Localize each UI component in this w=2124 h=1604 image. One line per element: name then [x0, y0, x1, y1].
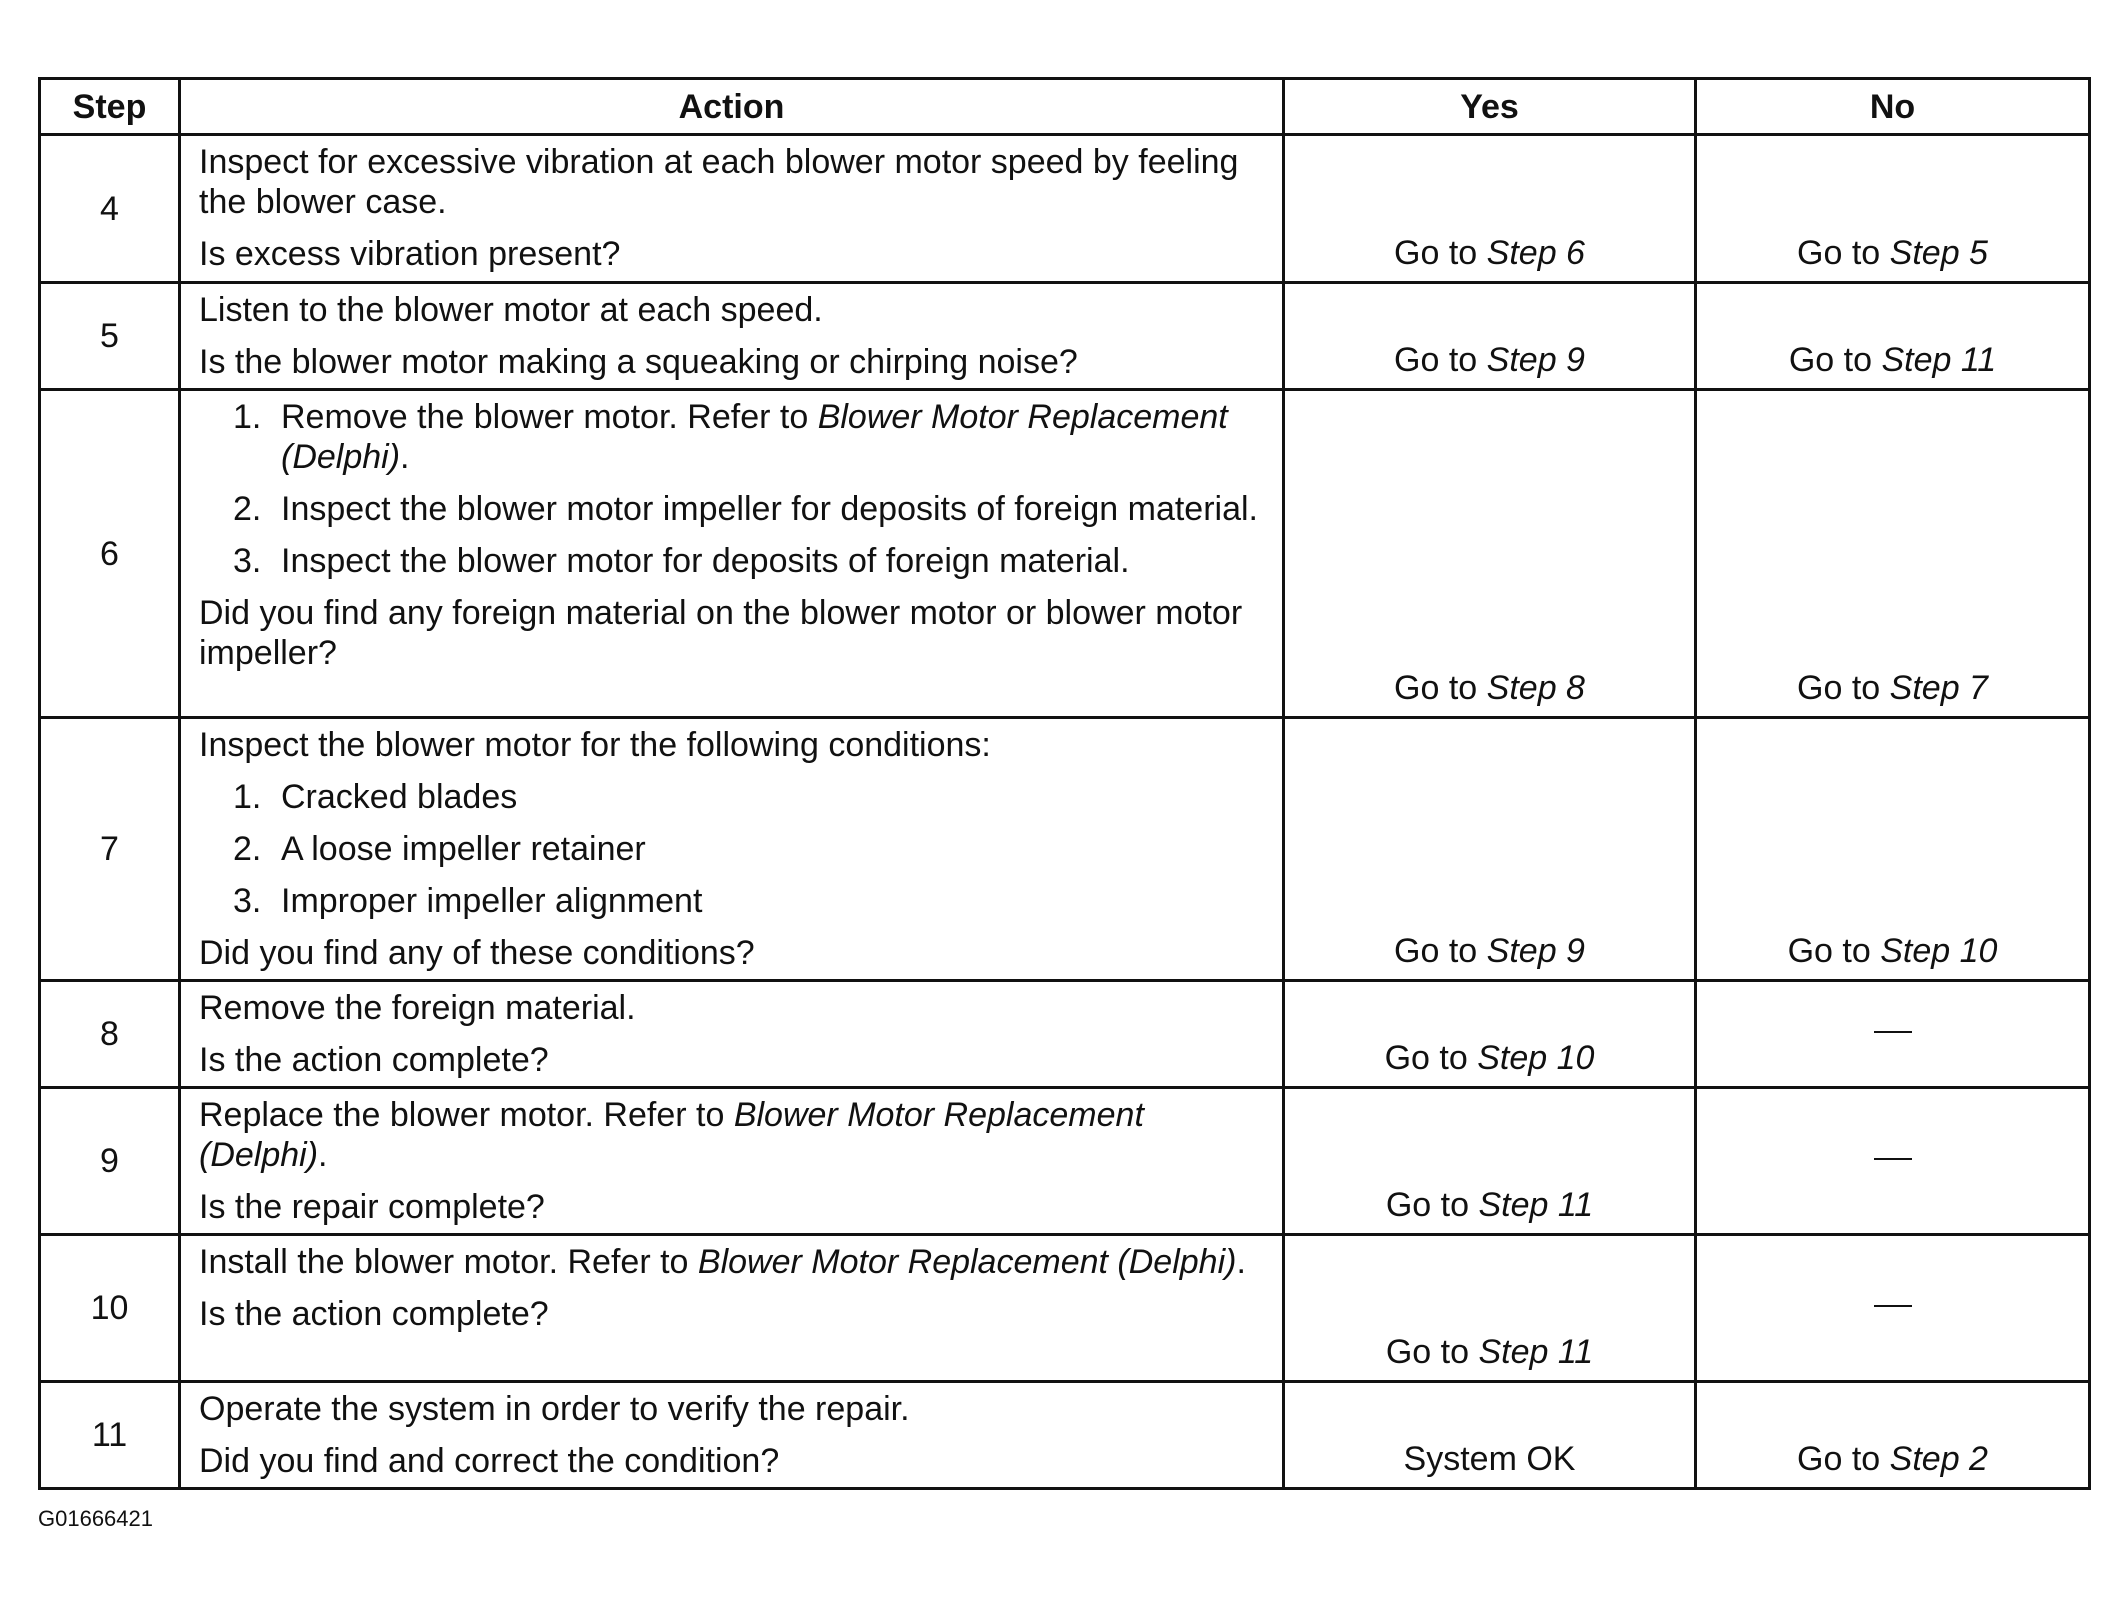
action-text: Inspect the blower motor for deposits of foreign material.: [281, 542, 1130, 580]
result-text: System OK: [1403, 1440, 1576, 1478]
no-cell: [1696, 390, 2090, 718]
no-cell: [1696, 135, 2090, 283]
list-item-content: [281, 397, 1268, 477]
table-row: [40, 135, 2090, 283]
no-cell: [1696, 1235, 2090, 1382]
goto-prefix: Go to: [1385, 1186, 1470, 1224]
spacer: [199, 1175, 1268, 1187]
step-number: 5: [40, 283, 180, 390]
list-item-content: [281, 829, 1268, 869]
header-no: No: [1696, 79, 2090, 135]
action-text: Listen to the blower motor at each speed.: [199, 291, 823, 329]
punctuation: .: [1236, 1243, 1246, 1281]
goto-prefix: Go to: [1384, 1039, 1468, 1077]
action-cell: [180, 718, 1284, 981]
table-row: [40, 718, 2090, 981]
action-paragraph: [199, 1040, 1268, 1080]
action-text: Inspect the blower motor for the following conditions:: [199, 726, 991, 764]
action-paragraph: [199, 1187, 1268, 1227]
action-paragraph: [199, 593, 1268, 673]
header-action: Action: [180, 79, 1284, 135]
spacer: [199, 1282, 1268, 1294]
action-cell: [180, 390, 1284, 718]
action-paragraph: [199, 1294, 1268, 1334]
goto-prefix: Go to: [1394, 341, 1478, 379]
action-paragraph: [199, 1242, 1268, 1282]
spacer: [199, 1429, 1268, 1441]
goto-step-link[interactable]: Step 11: [1478, 1186, 1594, 1224]
step-number: 9: [40, 1088, 180, 1235]
spacer: [199, 869, 1268, 881]
em-dash: [1874, 1305, 1912, 1307]
em-dash: [1874, 1031, 1912, 1033]
yes-cell: [1284, 1235, 1696, 1382]
list-number: 3.: [233, 882, 262, 920]
goto-step-link[interactable]: Step 9: [1486, 932, 1585, 970]
table-header-row: [40, 79, 2090, 135]
goto-step-link[interactable]: Step 2: [1889, 1440, 1988, 1478]
table-row: [40, 390, 2090, 718]
yes-cell: [1284, 390, 1696, 718]
reference-link[interactable]: Blower Motor Replacement (Delphi): [281, 398, 1228, 476]
action-paragraph: [199, 290, 1268, 330]
goto-prefix: Go to: [1797, 234, 1881, 272]
spacer: [199, 1028, 1268, 1040]
action-text: Improper impeller alignment: [281, 882, 703, 920]
action-cell: [180, 1235, 1284, 1382]
table-body: [40, 135, 2090, 1489]
action-paragraph: [199, 234, 1268, 274]
list-number: 2.: [233, 490, 262, 528]
punctuation: .: [400, 438, 410, 476]
yes-cell: [1284, 718, 1696, 981]
action-paragraph: [199, 725, 1268, 765]
no-cell: [1696, 718, 2090, 981]
step-number: 4: [40, 135, 180, 283]
list-number: 1.: [233, 778, 262, 816]
step-number: 10: [40, 1235, 180, 1382]
action-text: Remove the blower motor. Refer to: [281, 398, 809, 436]
action-text: Is the repair complete?: [199, 1188, 545, 1226]
action-paragraph: [199, 1389, 1268, 1429]
spacer: [199, 765, 1268, 777]
action-cell: [180, 1382, 1284, 1489]
action-text: Is the action complete?: [199, 1295, 549, 1333]
action-paragraph: [199, 933, 1268, 973]
action-list-item: [233, 829, 1268, 869]
spacer: [199, 581, 1268, 593]
header-step: Step: [40, 79, 180, 135]
table-row: [40, 283, 2090, 390]
table-row: [40, 1382, 2090, 1489]
reference-link[interactable]: Blower Motor Replacement (Delphi): [697, 1243, 1237, 1281]
action-cell: [180, 135, 1284, 283]
action-cell: [180, 283, 1284, 390]
spacer: [199, 529, 1268, 541]
spacer: [199, 222, 1268, 234]
goto-step-link[interactable]: Step 6: [1486, 234, 1585, 272]
goto-prefix: Go to: [1394, 932, 1478, 970]
goto-step-link[interactable]: Step 9: [1486, 341, 1585, 379]
step-number: 7: [40, 718, 180, 981]
goto-step-link[interactable]: Step 11: [1881, 341, 1997, 379]
spacer: [199, 330, 1268, 342]
action-text: Did you find and correct the condition?: [199, 1442, 780, 1480]
punctuation: .: [318, 1136, 328, 1174]
action-list-item: [233, 397, 1268, 477]
action-text: Is the blower motor making a squeaking or chirping noise?: [199, 343, 1078, 381]
action-paragraph: [199, 988, 1268, 1028]
table-row: [40, 1235, 2090, 1382]
no-cell: [1696, 283, 2090, 390]
action-list-item: [233, 777, 1268, 817]
goto-prefix: Go to: [1788, 341, 1873, 379]
action-list-item: [233, 541, 1268, 581]
list-number: 1.: [233, 398, 262, 436]
goto-prefix: Go to: [1394, 234, 1478, 272]
action-paragraph: [199, 1441, 1268, 1481]
action-text: Inspect the blower motor impeller for deposits of foreign material.: [281, 490, 1259, 528]
goto-prefix: Go to: [1797, 669, 1881, 707]
em-dash: [1874, 1158, 1912, 1160]
action-paragraph: [199, 1095, 1268, 1175]
list-item-content: [281, 489, 1268, 529]
action-text: Did you find any of these conditions?: [199, 934, 755, 972]
goto-step-link[interactable]: Step 7: [1889, 669, 1988, 707]
yes-cell: [1284, 283, 1696, 390]
action-text: Replace the blower motor. Refer to: [199, 1096, 725, 1134]
goto-step-link[interactable]: Step 5: [1889, 234, 1988, 272]
no-cell: [1696, 1088, 2090, 1235]
action-paragraph: [199, 342, 1268, 382]
goto-prefix: Go to: [1787, 932, 1871, 970]
figure-id: G01666421: [38, 1506, 153, 1531]
action-cell: [180, 1088, 1284, 1235]
no-cell: [1696, 1382, 2090, 1489]
list-item-content: [281, 541, 1268, 581]
goto-step-link[interactable]: Step 10: [1477, 1039, 1595, 1077]
goto-step-link[interactable]: Step 10: [1880, 932, 1998, 970]
list-item-content: [281, 881, 1268, 921]
table-row: [40, 981, 2090, 1088]
list-number: 2.: [233, 830, 262, 868]
goto-prefix: Go to: [1385, 1333, 1470, 1371]
list-number: 3.: [233, 542, 262, 580]
action-text: Is the action complete?: [199, 1041, 549, 1079]
reference-link[interactable]: Blower Motor Replacement (Delphi): [199, 1096, 1144, 1174]
action-list-item: [233, 489, 1268, 529]
action-paragraph: [199, 142, 1268, 222]
goto-prefix: Go to: [1797, 1440, 1881, 1478]
no-cell: [1696, 981, 2090, 1088]
table-row: [40, 1088, 2090, 1235]
action-text: Install the blower motor. Refer to: [199, 1243, 689, 1281]
list-item-content: [281, 777, 1268, 817]
action-text: Cracked blades: [281, 778, 518, 816]
action-text: Did you find any foreign material on the blower motor or blower motor impeller?: [199, 594, 1243, 672]
yes-cell: [1284, 135, 1696, 283]
action-text: Operate the system in order to verify the repair.: [199, 1390, 910, 1428]
action-cell: [180, 981, 1284, 1088]
goto-prefix: Go to: [1394, 669, 1478, 707]
yes-cell: [1284, 981, 1696, 1088]
goto-step-link[interactable]: Step 11: [1478, 1333, 1594, 1371]
action-text: Inspect for excessive vibration at each blower motor speed by feeling the blower case.: [199, 143, 1239, 221]
action-text: A loose impeller retainer: [281, 830, 646, 868]
spacer: [199, 817, 1268, 829]
diagnostic-table: [38, 77, 2091, 1490]
yes-cell: [1284, 1382, 1696, 1489]
spacer: [199, 477, 1268, 489]
header-yes: Yes: [1284, 79, 1696, 135]
action-text: Remove the foreign material.: [199, 989, 636, 1027]
goto-step-link[interactable]: Step 8: [1486, 669, 1585, 707]
yes-cell: [1284, 1088, 1696, 1235]
action-list-item: [233, 881, 1268, 921]
step-number: 8: [40, 981, 180, 1088]
spacer: [199, 921, 1268, 933]
step-number: 6: [40, 390, 180, 718]
step-number: 11: [40, 1382, 180, 1489]
action-text: Is excess vibration present?: [199, 235, 621, 273]
